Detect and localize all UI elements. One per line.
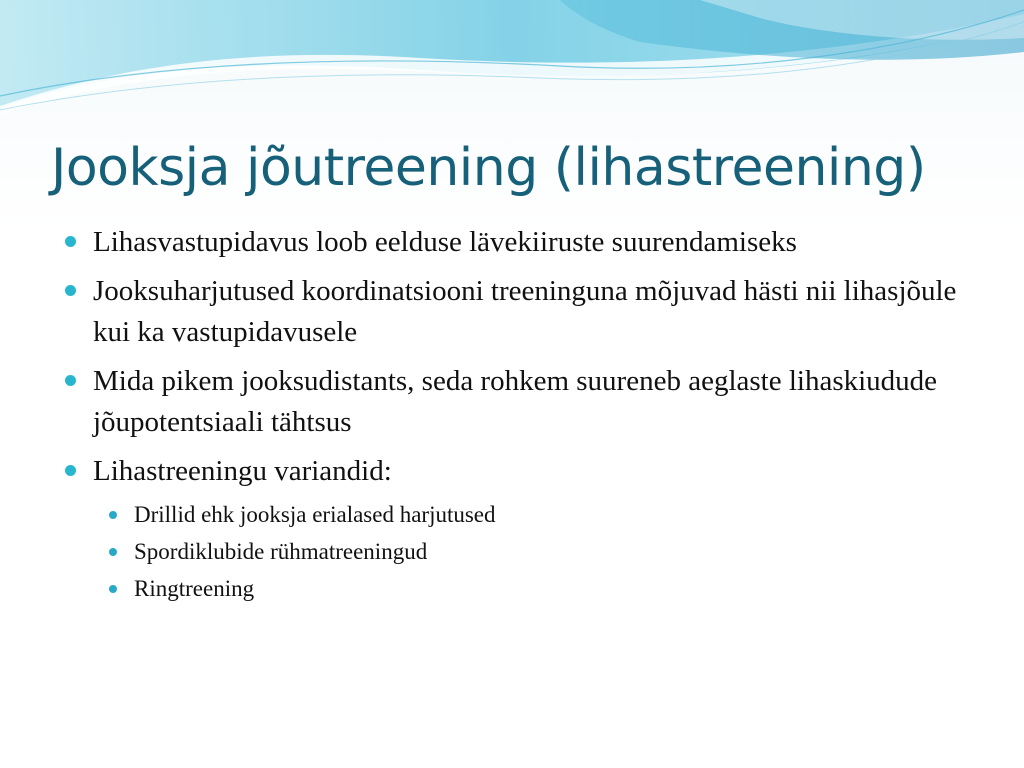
sub-bullet-text: Ringtreening bbox=[134, 576, 255, 601]
bullet-dot-icon bbox=[65, 285, 76, 296]
sub-bullet-item bbox=[93, 570, 984, 607]
bullet-item bbox=[64, 361, 984, 443]
sub-bullet-list bbox=[93, 496, 984, 607]
sub-bullet-text: Spordiklubide rühmatreeningud bbox=[134, 539, 428, 564]
bullet-dot-icon bbox=[65, 375, 76, 386]
bullet-dot-icon bbox=[65, 465, 76, 476]
sub-bullet-dot-icon bbox=[109, 585, 117, 593]
wave-decoration bbox=[0, 0, 1024, 130]
bullet-item bbox=[64, 271, 984, 353]
sub-bullet-text: Drillid ehk jooksja erialased harjutused bbox=[134, 502, 496, 527]
bullet-item bbox=[64, 222, 984, 263]
sub-bullet-dot-icon bbox=[109, 548, 117, 556]
slide-title: Jooksja jõutreening (lihastreening) bbox=[51, 138, 926, 198]
bullet-text: Jooksuharjutused koordinatsiooni treeninguna mõjuvad hästi nii lihasjõule kui ka vastupidavusele bbox=[93, 275, 957, 348]
sub-bullet-item bbox=[93, 496, 984, 533]
slide-content bbox=[64, 222, 984, 615]
bullet-dot-icon bbox=[65, 236, 76, 247]
bullet-text: Lihasvastupidavus loob eelduse lävekiiruste suurendamiseks bbox=[93, 226, 797, 258]
bullet-text: Lihastreeningu variandid: bbox=[93, 455, 392, 487]
sub-bullet-dot-icon bbox=[109, 511, 117, 519]
bullet-text: Mida pikem jooksudistants, seda rohkem suureneb aeglaste lihaskiudude jõupotentsiaali tähtsus bbox=[93, 365, 938, 438]
bullet-list bbox=[64, 222, 984, 607]
sub-bullet-item bbox=[93, 533, 984, 570]
bullet-item bbox=[64, 451, 984, 607]
